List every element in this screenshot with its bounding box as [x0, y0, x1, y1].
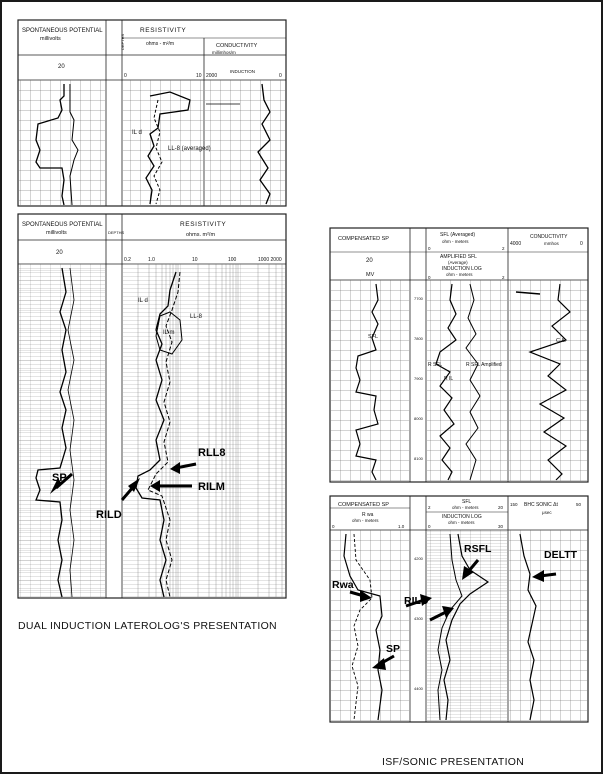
panel-d-sfl-header: SFL [462, 499, 472, 505]
panel-b [18, 214, 286, 598]
panel-c-label-sfl: SFL [368, 334, 379, 340]
panel-c-amp-header: AMPLIFIED SFL [440, 254, 477, 260]
panel-a-label-ll8: LL-8 (averaged) [168, 146, 211, 152]
panel-a-res-header: RESISTIVITY [140, 27, 187, 34]
panel-c-sp-header: COMPENSATED SP [338, 236, 389, 242]
panel-b-label-ild: IL d [138, 298, 148, 304]
panel-d-rwa-header: R wa [362, 512, 374, 518]
panel-b-res-tick-2: 10 [192, 257, 198, 263]
panel-a-sp-units: millivolts [40, 36, 61, 42]
panel-a-res-scale-left: 0 [124, 73, 127, 79]
panel-b-res-tick-1: 1.0 [148, 257, 155, 263]
panel-d [330, 496, 588, 722]
caption-left: DUAL INDUCTION LATEROLOG'S PRESENTATION [18, 620, 277, 632]
svg-text:8000: 8000 [414, 416, 423, 421]
panel-c-amp-sub: (Average) [448, 260, 468, 265]
panel-a-cond-induction: INDUCTION [230, 69, 255, 74]
panel-d-rwa-scale-left: 0 [332, 524, 335, 529]
panel-d-ind-header: INDUCTION LOG [442, 514, 482, 520]
panel-c-cond-units: mmhos [544, 241, 559, 246]
panel-c-sfl-header: SFL (Averaged) [440, 232, 476, 238]
panel-a-res-units: ohms - m²/m [146, 41, 175, 47]
panel-d-sonic-units: μsec [542, 510, 552, 515]
panel-a-cond-header: CONDUCTIVITY [216, 43, 258, 49]
panel-d-callout-rwa: Rwa [332, 579, 354, 591]
panel-d-callout-deltt: DELTT [544, 549, 578, 561]
panel-d-callout-sp: SP [386, 643, 401, 655]
panel-d-ind-scale-left: 0 [428, 524, 431, 529]
panel-b-callout-sp: SP [52, 472, 67, 484]
caption-right: ISF/SONIC PRESENTATION [382, 756, 525, 768]
panel-d-sonic-scale-right: 50 [576, 502, 582, 507]
panel-a-cond-scale-left: 2000 [206, 73, 218, 79]
panel-d-sfl-units: ohm - meters [452, 505, 479, 510]
panel-c-label-rsfl: R SFL [428, 362, 443, 368]
panel-b-label-ll8: LL-8 [190, 314, 203, 320]
panel-c-label-ril: R IL [444, 376, 454, 382]
panel-b-sp-header: SPONTANEOUS POTENTIAL [22, 222, 103, 228]
panel-a-res-scale-right: 10 [196, 73, 202, 79]
panel-a-label-ild: IL d [132, 130, 142, 136]
panel-a-cond-scale-right: 0 [279, 73, 282, 79]
panel-b-callout-rilm: RILM [198, 481, 225, 493]
panel-c-ind-scale-right: 2 [502, 275, 505, 280]
panel-d-callout-rild: RILD [404, 595, 429, 607]
panel-c-sfl-scale-left: 0 [428, 246, 431, 251]
panel-a-depth-header: DEPTHS [120, 33, 125, 50]
panel-b-res-tick-0: 0.2 [124, 257, 131, 263]
panel-c-ind-scale-left: 0 [428, 275, 431, 280]
panel-c-ind-units: ohm - meters [446, 272, 473, 277]
panel-a-sp-header: SPONTANEOUS POTENTIAL [22, 28, 103, 34]
panel-c-label-cil: C IL [556, 338, 567, 344]
panel-a-sp-scale: 20 [58, 64, 65, 70]
panel-b-callout-rll8: RLL8 [198, 447, 226, 459]
panel-b-res-units: ohms. m²/m [186, 232, 216, 238]
panel-c-sfl-units: ohm - meters [442, 239, 469, 244]
svg-text:7700: 7700 [414, 296, 423, 301]
panel-b-res-tick-4: 1000 2000 [258, 257, 282, 263]
panel-b-sp-units: millivolts [46, 230, 67, 236]
panel-d-rwa-scale-right: 1.0 [398, 524, 405, 529]
panel-c-sfl-scale-right: 2 [502, 246, 505, 251]
panel-d-sonic-header: BHC SONIC Δt [524, 502, 558, 508]
svg-text:7800: 7800 [414, 336, 423, 341]
svg-text:4300: 4300 [414, 616, 423, 621]
panel-b-label-ilm: IL m [163, 330, 175, 336]
panel-b-res-tick-3: 100 [228, 257, 237, 263]
panel-c-label-rsfl-amp: R SFL Amplified [466, 362, 502, 368]
panel-d-sfl-scale-left: 2 [428, 505, 431, 510]
panel-c-ind-header: INDUCTION LOG [442, 266, 482, 272]
svg-text:8100: 8100 [414, 456, 423, 461]
svg-text:4200: 4200 [414, 556, 423, 561]
panel-d-sfl-scale-right: 20 [498, 505, 504, 510]
panel-a-cond-units: millimhos/m [212, 50, 236, 55]
panel-b-depth-header: DEPTHS [108, 230, 125, 235]
panel-d-sp-header: COMPENSATED SP [338, 502, 389, 508]
svg-text:4400: 4400 [414, 686, 423, 691]
panel-c-sp-units: MV [366, 272, 375, 278]
panel-c-sp-scale: 20 [366, 258, 373, 264]
panel-d-callout-rsfl: RSFL [464, 543, 492, 555]
panel-b-callout-rild: RILD [96, 509, 122, 521]
svg-text:7900: 7900 [414, 376, 423, 381]
panel-c-cond-scale-right: 0 [580, 241, 583, 247]
panel-d-ind-scale-right: 30 [498, 524, 504, 529]
panel-d-rwa-units: ohm - meters [352, 518, 379, 523]
panel-c-cond-header: CONDUCTIVITY [530, 234, 568, 240]
panel-c-cond-scale-left: 4000 [510, 241, 522, 247]
panel-b-res-header: RESISTIVITY [180, 221, 227, 228]
panel-b-sp-scale: 20 [56, 250, 63, 256]
panel-d-sonic-scale-left: 150 [510, 502, 518, 507]
panel-d-ind-units: ohm - meters [448, 520, 475, 525]
